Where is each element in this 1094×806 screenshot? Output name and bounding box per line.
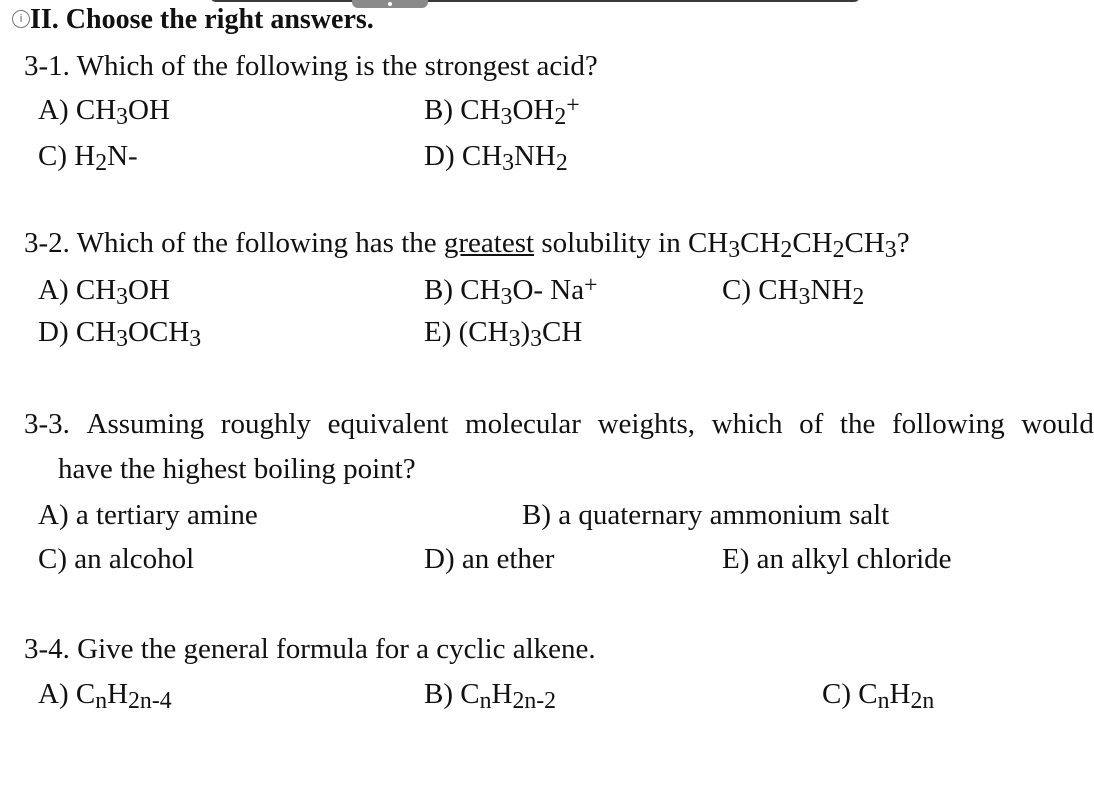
q1-option-d[interactable]: D) $CH_3NH_2$ [424, 140, 568, 177]
window-top-bar [210, 0, 860, 2]
q4-option-c[interactable]: C) $C_nH_{2n}$ [822, 678, 935, 715]
question-3-3-stem-line2: have the highest boiling point? [58, 453, 416, 485]
q2-option-b[interactable]: B) $CH_3O-$ Na+ [424, 272, 598, 311]
q2-option-a[interactable]: A) $CH_3OH$ [38, 274, 170, 311]
q2-option-e[interactable]: E) $(CH_3)_3CH$ [424, 316, 583, 353]
q1-option-a[interactable]: A) $CH_3OH$ [38, 94, 170, 131]
q3-option-c[interactable]: C) an alcohol [38, 543, 195, 575]
section-title: II. Choose the right answers. [30, 4, 374, 35]
question-3-4-stem: 3-4. Give the general formula for a cyclic alkene. [24, 633, 596, 665]
emphasis-greatest: greatest [443, 227, 535, 259]
q4-option-b[interactable]: B) $C_nH_{2n-2}$ [424, 678, 557, 715]
q2-option-c[interactable]: C) $CH_3NH_2$ [722, 274, 865, 311]
question-3-1-stem: 3-1. Which of the following is the strongest acid? [24, 50, 598, 82]
info-icon[interactable]: i [12, 10, 30, 28]
question-3-2-stem: 3-2. Which of the following has the greatest solubility in $CH_3CH_2CH_2CH_3$? [24, 227, 910, 264]
question-3-3-stem: 3-3. Assuming roughly equivalent molecular weights, which of the following would [24, 408, 1094, 440]
q3-option-d[interactable]: D) an ether [424, 543, 555, 575]
q3-option-b[interactable]: B) a quaternary ammonium salt [522, 499, 890, 531]
q4-option-a[interactable]: A) $C_nH_{2n-4}$ [38, 678, 172, 715]
q3-option-e[interactable]: E) an alkyl chloride [722, 543, 952, 575]
q1-option-b[interactable]: B) $CH_3OH_2^+$ [424, 92, 580, 131]
q2-option-d[interactable]: D) $CH_3OCH_3$ [38, 316, 202, 353]
q1-option-c[interactable]: C) $H_2N-$ [38, 140, 138, 177]
q3-option-a[interactable]: A) a tertiary amine [38, 499, 258, 531]
